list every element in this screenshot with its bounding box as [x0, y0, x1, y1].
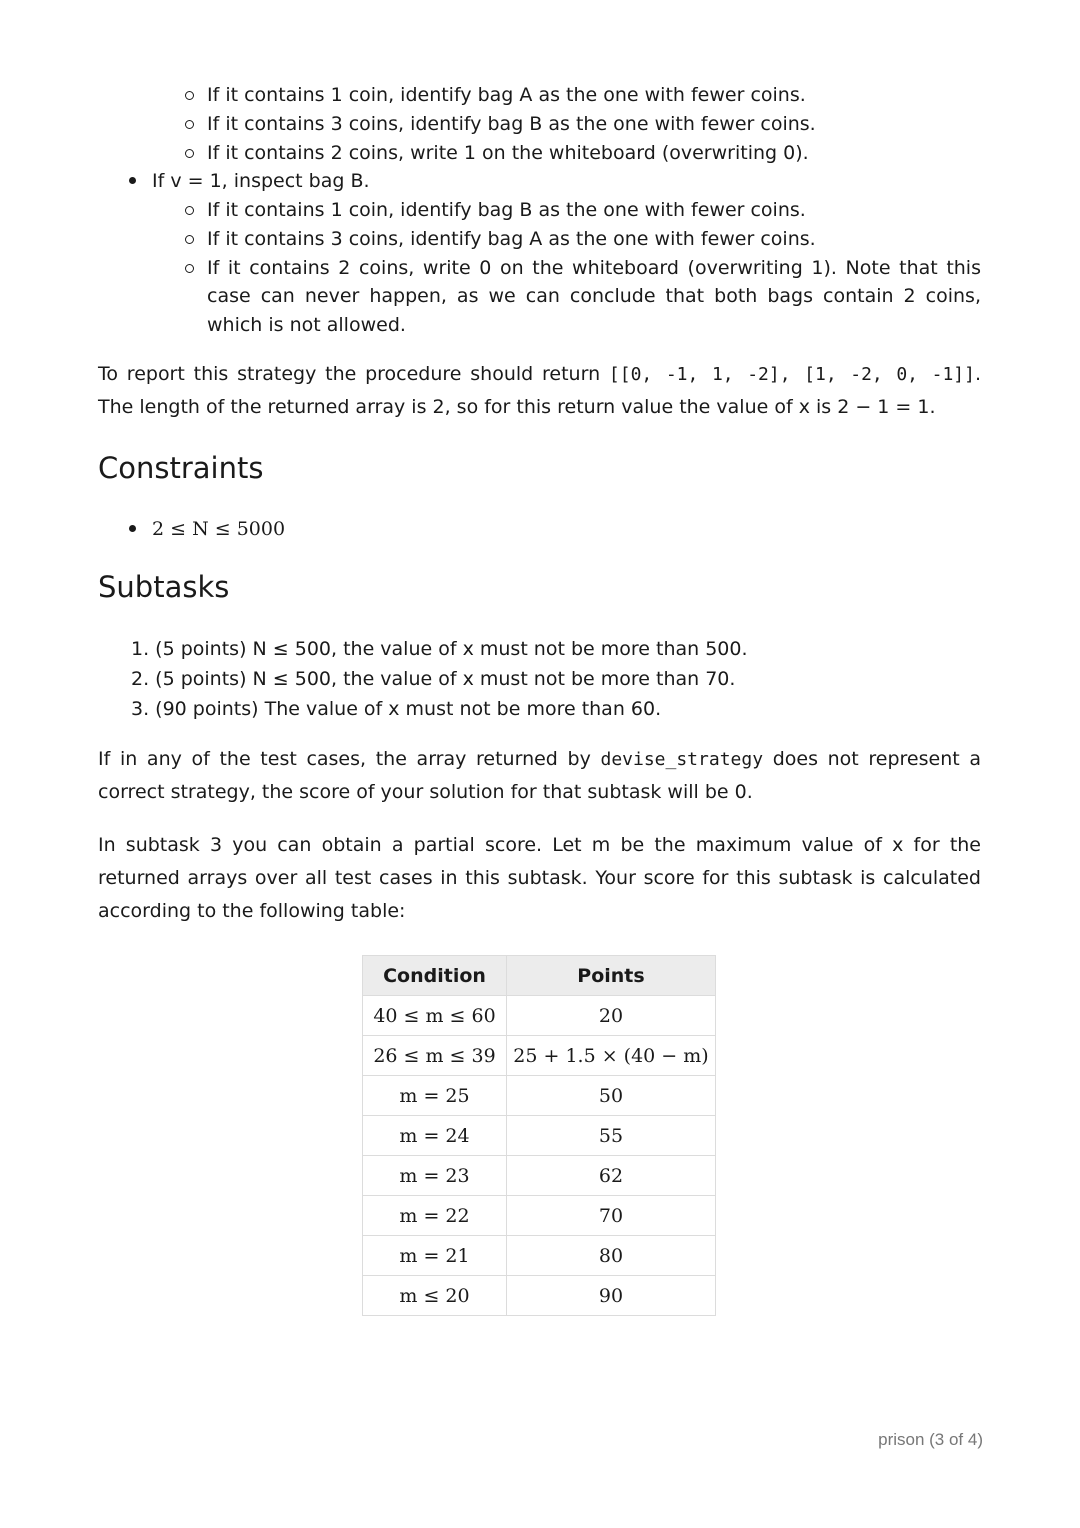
return-value-code: [[0, -1, 1, -2], [1, -2, 0, -1]] — [608, 364, 975, 385]
points-cell: 55 — [507, 1116, 716, 1156]
condition-cell: 26 ≤ m ≤ 39 — [363, 1036, 507, 1076]
report-paragraph — [98, 358, 981, 424]
points-cell: 50 — [507, 1076, 716, 1116]
condition-cell: m = 24 — [363, 1116, 507, 1156]
table-row — [363, 1196, 716, 1236]
bag-a-case-2: If it contains 3 coins, identify bag B as the one with fewer coins. — [207, 110, 816, 139]
points-cell: 25 + 1.5 × (40 − m) — [507, 1036, 716, 1076]
constraint-item: 2 ≤ N ≤ 5000 — [152, 515, 285, 543]
subtask-1: 1. (5 points) N ≤ 500, the value of x must not be more than 500. — [131, 638, 748, 660]
bag-b-case-2: If it contains 3 coins, identify bag A as the one with fewer coins. — [207, 225, 981, 254]
subtask-list — [131, 634, 748, 724]
constraints-heading: Constraints — [98, 451, 264, 485]
condition-cell: m = 25 — [363, 1076, 507, 1116]
condition-cell: m ≤ 20 — [363, 1276, 507, 1316]
v-equals-1-bullet: If v = 1, inspect bag B. — [152, 167, 370, 195]
bag-b-case-1: If it contains 1 coin, identify bag B as the one with fewer coins. — [207, 196, 981, 225]
incorrect-strategy-paragraph — [98, 743, 981, 809]
subtask-3: 3. (90 points) The value of x must not be more than 60. — [131, 698, 662, 720]
devise-strategy-code: devise_strategy — [600, 749, 764, 770]
points-cell: 90 — [507, 1276, 716, 1316]
subtask-2: 2. (5 points) N ≤ 500, the value of x must not be more than 70. — [131, 668, 736, 690]
subtasks-heading: Subtasks — [98, 570, 230, 604]
page-footer: prison (3 of 4) — [878, 1430, 983, 1449]
table-row — [363, 1156, 716, 1196]
condition-cell: m = 23 — [363, 1156, 507, 1196]
score-table — [362, 955, 716, 1316]
table-row — [363, 996, 716, 1036]
bag-a-case-list — [207, 81, 816, 167]
points-column-header: Points — [507, 956, 716, 996]
score-table-header-row — [363, 956, 716, 996]
report-text-after: . The length of the returned array is 2, so for this return value the value of x is 2 − 1 = 1. — [98, 363, 981, 418]
points-cell: 70 — [507, 1196, 716, 1236]
bag-b-case-3: If it contains 2 coins, write 0 on the whiteboard (overwriting 1). Note that this case can never happen, as we can conclude that both bags contain 2 coins, which is not allowed. — [207, 254, 981, 340]
table-row — [363, 1076, 716, 1116]
bag-a-case-1: If it contains 1 coin, identify bag A as the one with fewer coins. — [207, 81, 816, 110]
partial-score-paragraph: In subtask 3 you can obtain a partial score. Let m be the maximum value of x for the returned arrays over all test cases in this subtask. Your score for this subtask is calculated according to the following table: — [98, 834, 981, 922]
table-row — [363, 1276, 716, 1316]
points-cell: 80 — [507, 1236, 716, 1276]
condition-cell: m = 22 — [363, 1196, 507, 1236]
table-row — [363, 1036, 716, 1076]
bag-b-case-list — [207, 196, 981, 340]
condition-cell: m = 21 — [363, 1236, 507, 1276]
report-text-before: To report this strategy the procedure should return — [98, 363, 609, 385]
table-row — [363, 1116, 716, 1156]
points-cell: 62 — [507, 1156, 716, 1196]
table-row — [363, 1236, 716, 1276]
bag-a-case-3: If it contains 2 coins, write 1 on the whiteboard (overwriting 0). — [207, 139, 816, 168]
incorrect-text-after: does not represent a correct strategy, the score of your solution for that subtask will be 0. — [98, 748, 981, 803]
condition-column-header: Condition — [363, 956, 507, 996]
points-cell: 20 — [507, 996, 716, 1036]
incorrect-text-before: If in any of the test cases, the array returned by — [98, 748, 601, 770]
condition-cell: 40 ≤ m ≤ 60 — [363, 996, 507, 1036]
